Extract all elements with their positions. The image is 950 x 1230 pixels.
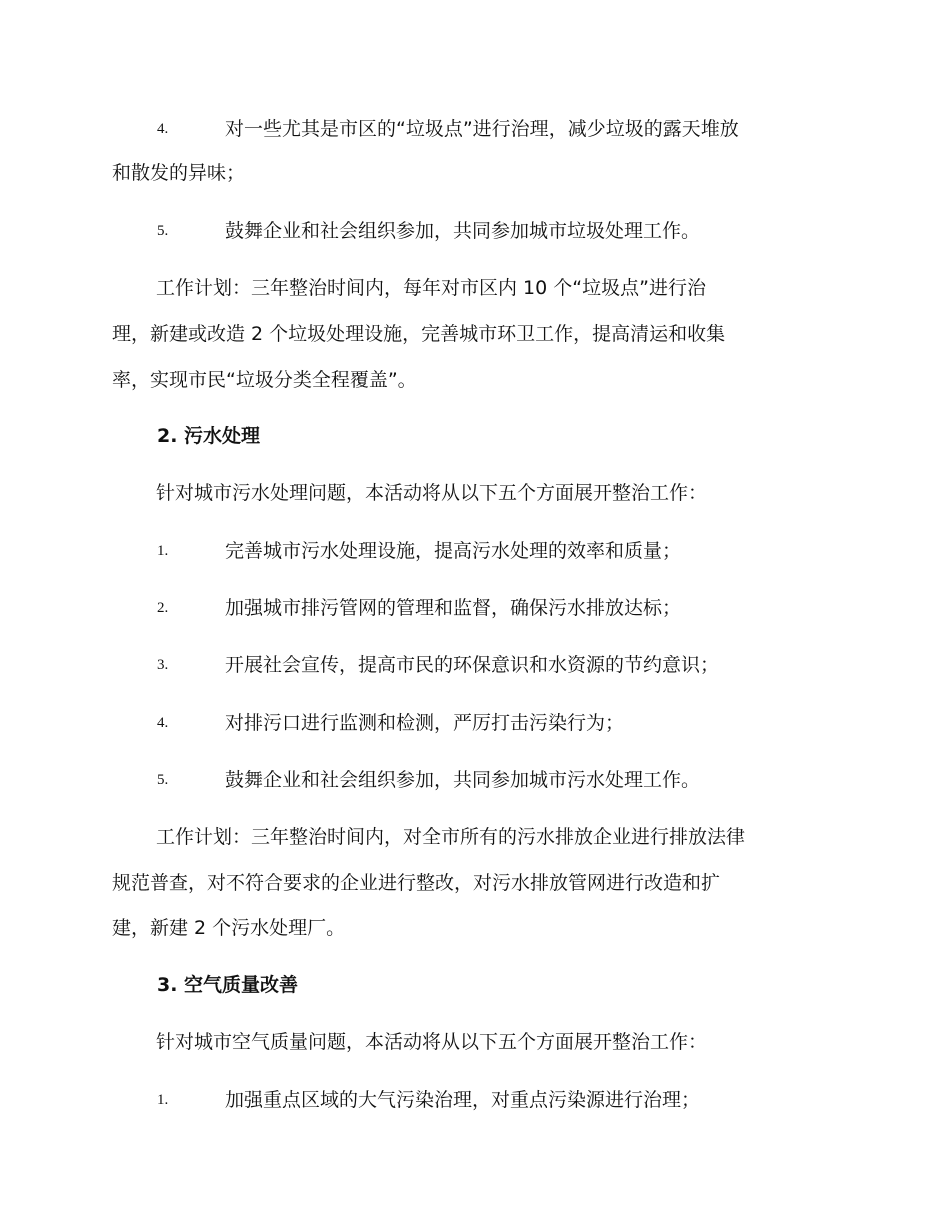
section-intro: 针对城市空气质量问题，本活动将从以下五个方面展开整治工作： [156, 1031, 708, 1053]
section-heading: 3. 空气质量改善 [157, 974, 299, 996]
list-text: 鼓舞企业和社会组织参加，共同参加城市污水处理工作。 [225, 769, 701, 791]
list-text-continuation: 和散发的异味； [112, 162, 246, 184]
list-item [157, 707, 847, 739]
section-heading: 2. 污水处理 [157, 425, 261, 447]
section-intro: 针对城市污水处理问题，本活动将从以下五个方面展开整治工作： [156, 482, 708, 504]
list-number: 2. [157, 600, 169, 616]
list-number: 3. [157, 657, 169, 673]
plan-paragraph-line: 规范普查，对不符合要求的企业进行整改，对污水排放管网进行改造和扩 [112, 872, 721, 894]
list-number: 5. [157, 223, 169, 239]
list-number: 1. [157, 1092, 169, 1108]
list-text: 鼓舞企业和社会组织参加，共同参加城市垃圾处理工作。 [225, 220, 701, 242]
list-item [157, 649, 847, 681]
list-text: 加强城市排污管网的管理和监督，确保污水排放达标； [225, 597, 682, 619]
list-item [157, 535, 847, 567]
list-text: 完善城市污水处理设施，提高污水处理的效率和质量； [225, 540, 682, 562]
list-text: 开展社会宣传，提高市民的环保意识和水资源的节约意识； [225, 654, 720, 676]
plan-paragraph-line: 率，实现市民“垃圾分类全程覆盖”。 [112, 369, 417, 391]
plan-paragraph-line: 工作计划：三年整治时间内，对全市所有的污水排放企业进行排放法律 [156, 826, 746, 848]
list-number: 4. [157, 715, 169, 731]
plan-paragraph-line: 工作计划：三年整治时间内，每年对市区内 10 个“垃圾点”进行治 [156, 277, 706, 299]
list-text: 加强重点区域的大气污染治理，对重点污染源进行治理； [225, 1089, 701, 1111]
list-item [157, 592, 847, 624]
plan-paragraph-line: 理，新建或改造 2 个垃圾处理设施，完善城市环卫工作，提高清运和收集 [112, 323, 726, 345]
list-number: 1. [157, 543, 169, 559]
plan-paragraph-line: 建，新建 2 个污水处理厂。 [112, 917, 346, 939]
list-number: 5. [157, 772, 169, 788]
list-item [157, 113, 847, 145]
list-text: 对一些尤其是市区的“垃圾点”进行治理，减少垃圾的露天堆放 [225, 118, 739, 140]
list-item [157, 764, 847, 796]
list-number: 4. [157, 121, 169, 137]
list-text: 对排污口进行监测和检测，严厉打击污染行为； [225, 712, 625, 734]
list-item [157, 1084, 847, 1116]
list-item [157, 215, 847, 247]
